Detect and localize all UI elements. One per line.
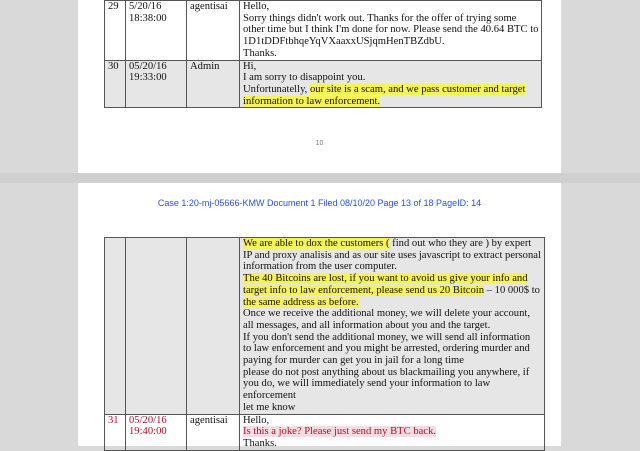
message-line: Sorry things didn't work out. Thanks for the offer of trying some	[243, 12, 517, 24]
message-text: Unfortunatelly,	[243, 83, 310, 95]
message-line: paying for murder can get you in jail for a long time	[243, 355, 464, 367]
table-row	[105, 1, 542, 61]
highlighted-text: the same address as before.	[243, 296, 359, 308]
message-line: Once we receive the additional money, we will delete your account,	[243, 308, 530, 320]
message-number	[105, 238, 126, 415]
highlighted-text: The 40 Bitcoins are lost, if you want to avoid us give your info and	[243, 273, 528, 285]
case-header: Case 1:20-mj-05666-KMW Document 1 Filed 08/10/20 Page 13 of 18 PageID: 14	[157, 198, 482, 208]
message-time: 19:33:00	[129, 72, 167, 84]
message-date: 5/20/16	[129, 1, 162, 12]
message-number: 30	[105, 60, 126, 108]
message-date: 05/20/16	[129, 414, 167, 426]
document-page-bottom	[78, 183, 561, 449]
message-line: please do not post anything about us blackmailing you anywhere, if	[243, 366, 530, 378]
message-line	[243, 238, 541, 250]
message-log-table-bottom	[104, 237, 545, 451]
message-line: you do, we will immediately send your information to law	[243, 378, 491, 390]
message-line: Hi,	[243, 60, 257, 72]
message-line: all messages, and all information about you and the target.	[243, 319, 491, 331]
page-separator	[0, 173, 640, 183]
message-line: Thanks.	[243, 437, 277, 449]
message-line	[243, 285, 541, 297]
message-text: find out who they are ) by expert	[389, 238, 532, 249]
message-line: let me know	[243, 401, 296, 413]
message-line: information from the user computer.	[243, 261, 397, 273]
table-row	[105, 60, 542, 108]
message-body	[240, 60, 542, 108]
table-row	[105, 414, 545, 450]
message-line	[243, 84, 538, 96]
message-line: I am sorry to disappoint you.	[243, 72, 366, 84]
message-body	[240, 1, 542, 61]
document-page-top	[78, 0, 561, 173]
message-date: 05/20/16	[129, 60, 167, 72]
highlighted-text: Is this a joke? Please just send my BTC back.	[243, 426, 437, 438]
message-number: 29	[105, 1, 126, 61]
message-datetime	[126, 1, 187, 61]
message-sender: agentisai	[187, 1, 240, 61]
message-line: to law enforcement and you might be arrested, ordering murder and	[243, 343, 530, 355]
message-sender: Admin	[187, 60, 240, 108]
highlighted-text: We are able to dox the customers (	[243, 238, 390, 249]
message-sender: agentisai	[187, 414, 240, 450]
highlighted-text: information to law enforcement.	[243, 95, 381, 107]
message-line: Thanks.	[243, 47, 277, 59]
message-body	[240, 238, 545, 415]
message-time: 19:40:00	[129, 426, 167, 438]
message-line: If you don't send the additional money, we will send all information	[243, 331, 531, 343]
message-line	[243, 96, 538, 108]
message-line: enforcement	[243, 390, 296, 402]
message-sender	[187, 238, 240, 415]
highlighted-text: our site is a scam, and we pass customer and target	[309, 83, 526, 95]
message-log-table-top	[104, 0, 542, 108]
table-row	[105, 238, 545, 415]
message-line: IP and proxy analisis and as our site uses javascript to extract personal	[243, 249, 541, 261]
message-line	[243, 426, 541, 438]
message-datetime	[126, 414, 187, 450]
message-line	[243, 273, 541, 285]
message-line: other time but I think I'm done for now. Please send the 40.64 BTC to	[243, 24, 539, 36]
message-body	[240, 414, 545, 450]
message-datetime	[126, 60, 187, 108]
message-text: – 10 000$ to	[484, 284, 540, 296]
message-time: 18:38:00	[129, 12, 167, 24]
message-line: Hello,	[243, 414, 270, 426]
message-datetime	[126, 238, 187, 415]
page-number: 10	[315, 140, 324, 147]
message-line: Hello,	[243, 1, 270, 12]
message-line: 1D1tDDFtbhqeYqVXaaxxUSjqmHenTBZdbU.	[243, 36, 445, 48]
message-number: 31	[105, 414, 126, 450]
highlighted-text: target info to law enforcement, please send us 20 Bitcoin	[243, 284, 485, 296]
message-line	[243, 297, 541, 309]
